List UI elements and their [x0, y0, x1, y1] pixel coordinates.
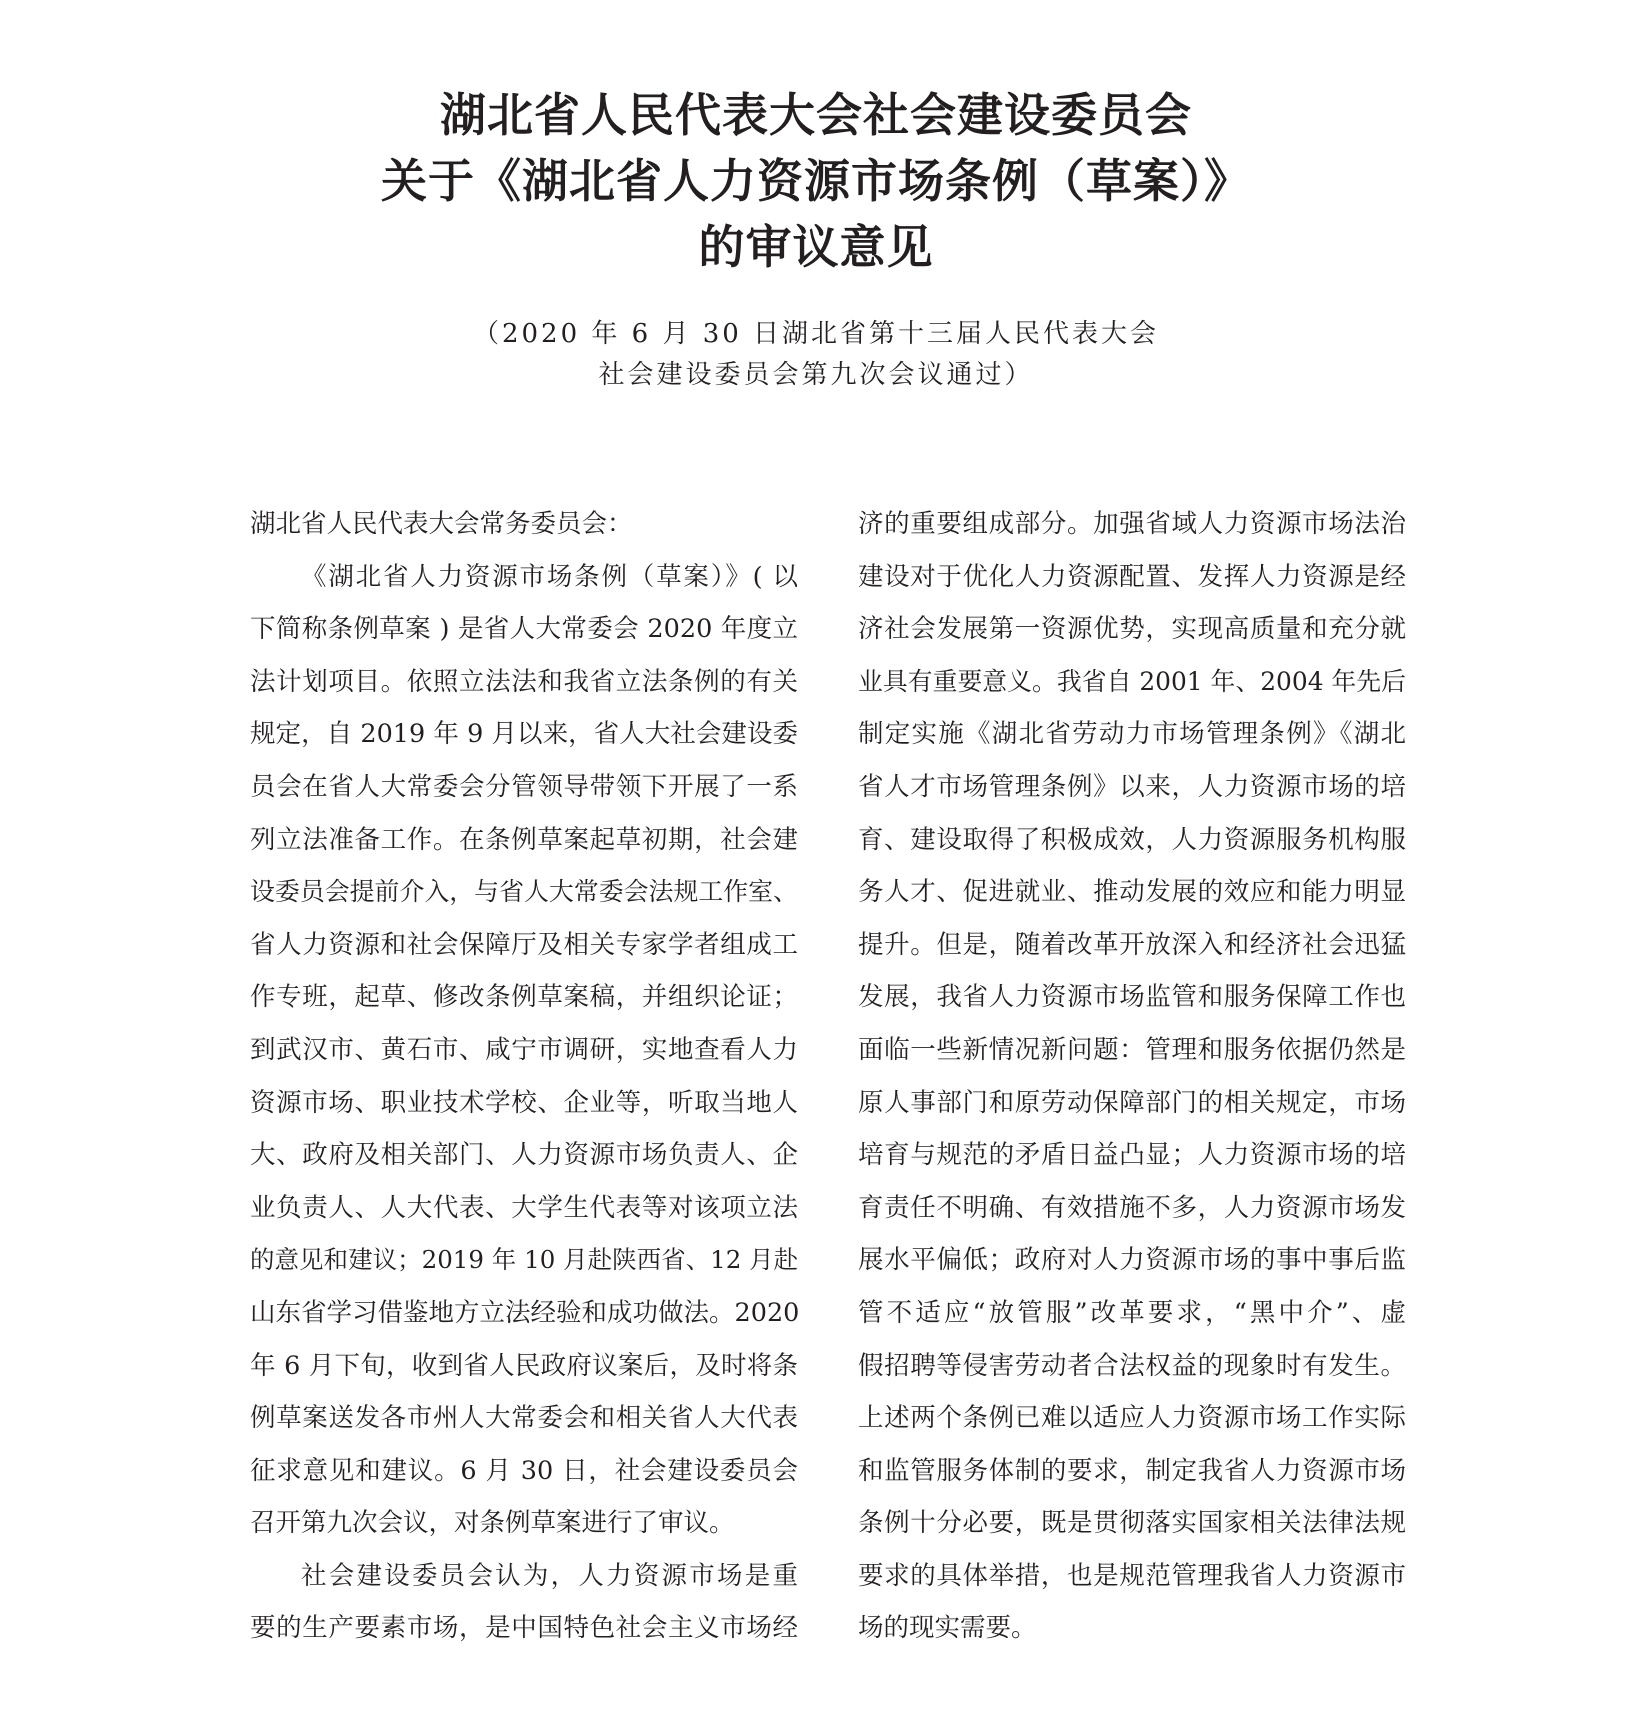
title-line-3: 的审议意见 — [698, 220, 934, 274]
body-line: 和监管服务体制的要求，制定我省人力资源市场 — [858, 1455, 1406, 1486]
body-line: 育责任不明确、有效措施不多，人力资源市场发 — [858, 1192, 1406, 1223]
body-line: 场的现实需要。 — [858, 1613, 1037, 1644]
body-line: 的意见和建议；2019 年 10 月赴陕西省、12 月赴 — [250, 1245, 799, 1275]
body-line: 资源市场、职业技术学校、企业等，听取当地人 — [250, 1087, 798, 1118]
body-line: 业负责人、人大代表、大学生代表等对该项立法 — [250, 1192, 798, 1223]
body-line: 到武汉市、黄石市、咸宁市调研，实地查看人力 — [250, 1034, 798, 1065]
body-line: 法计划项目。依照立法法和我省立法条例的有关 — [250, 666, 798, 697]
body-line: 建设对于优化人力资源配置、发挥人力资源是经 — [858, 561, 1406, 592]
body-line: 济的重要组成部分。加强省域人力资源市场法治 — [858, 509, 1406, 539]
body-line: 务人才、促进就业、推动发展的效应和能力明显 — [858, 877, 1406, 908]
title-line-2: 关于《湖北省人力资源市场条例（草案）》 — [381, 154, 1251, 208]
body-line: 面临一些新情况新问题：管理和服务依据仍然是 — [858, 1034, 1406, 1065]
subtitle-line-1: （2020 年 6 月 30 日湖北省第十三届人民代表大会 — [472, 319, 1160, 349]
body-column-right — [858, 498, 1406, 1655]
body-line: 济社会发展第一资源优势，实现高质量和充分就 — [858, 614, 1406, 645]
document-subtitle — [0, 314, 1632, 396]
body-line: 召开第九次会议，对条例草案进行了审议。 — [250, 1508, 735, 1539]
body-line: 规定，自 2019 年 9 月以来，省人大社会建设委 — [250, 719, 798, 750]
title-line-1: 湖北省人民代表大会社会建设委员会 — [440, 88, 1192, 142]
body-line: 省人才市场管理条例》以来，人力资源市场的培 — [858, 771, 1406, 802]
body-line: 大、政府及相关部门、人力资源市场负责人、企 — [250, 1140, 798, 1171]
body-line: 提升。但是，随着改革开放深入和经济社会迅猛 — [858, 929, 1406, 960]
body-line: 培育与规范的矛盾日益凸显；人力资源市场的培 — [858, 1140, 1406, 1171]
body-line: 展水平偏低；政府对人力资源市场的事中事后监 — [858, 1245, 1406, 1276]
body-line: 列立法准备工作。在条例草案起草初期，社会建 — [250, 824, 798, 855]
body-column-left — [250, 498, 798, 1655]
body-line: 条例十分必要，既是贯彻落实国家相关法律法规 — [858, 1508, 1406, 1539]
body-line: 管不适应“放管服”改革要求，“黑中介”、虚 — [858, 1297, 1406, 1328]
body-line: 设委员会提前介入，与省人大常委会法规工作室、 — [250, 877, 798, 907]
body-line: 年 6 月下旬，收到省人民政府议案后，及时将条 — [250, 1350, 798, 1381]
body-line: 下简称条例草案 ) 是省人大常委会 2020 年度立 — [250, 614, 798, 645]
body-line: 征求意见和建议。6 月 30 日，社会建设委员会 — [250, 1455, 798, 1486]
body-line: 省人力资源和社会保障厅及相关专家学者组成工 — [250, 929, 798, 960]
body-line: 上述两个条例已难以适应人力资源市场工作实际 — [858, 1403, 1406, 1434]
body-line: 要求的具体举措，也是规范管理我省人力资源市 — [858, 1560, 1406, 1591]
subtitle-line-2: 社会建设委员会第九次会议通过） — [598, 360, 1034, 390]
body-line: 山东省学习借鉴地方立法经验和成功做法。2020 — [250, 1297, 800, 1328]
body-line: 发展，我省人力资源市场监管和服务保障工作也 — [858, 982, 1406, 1013]
body-line: 假招聘等侵害劳动者合法权益的现象时有发生。 — [858, 1350, 1406, 1381]
body-line: 育、建设取得了积极成效，人力资源服务机构服 — [858, 824, 1406, 855]
salutation: 湖北省人民代表大会常务委员会： — [250, 509, 633, 539]
body-line: 业具有重要意义。我省自 2001 年、2004 年先后 — [858, 666, 1406, 696]
body-line: 要的生产要素市场，是中国特色社会主义市场经 — [250, 1613, 798, 1644]
body-line: 制定实施《湖北省劳动力市场管理条例》《湖北 — [858, 719, 1406, 750]
body-line: 社会建设委员会认为，人力资源市场是重 — [301, 1560, 798, 1591]
body-line: 《湖北省人力资源市场条例（草案）》( 以 — [301, 561, 798, 592]
body-line: 作专班，起草、修改条例草案稿，并组织论证； — [250, 982, 798, 1013]
body-line: 例草案送发各市州人大常委会和相关省人大代表 — [250, 1403, 798, 1434]
body-line: 员会在省人大常委会分管领导带领下开展了一系 — [250, 771, 798, 802]
body-line: 原人事部门和原劳动保障部门的相关规定，市场 — [858, 1087, 1406, 1118]
document-title — [0, 82, 1632, 280]
